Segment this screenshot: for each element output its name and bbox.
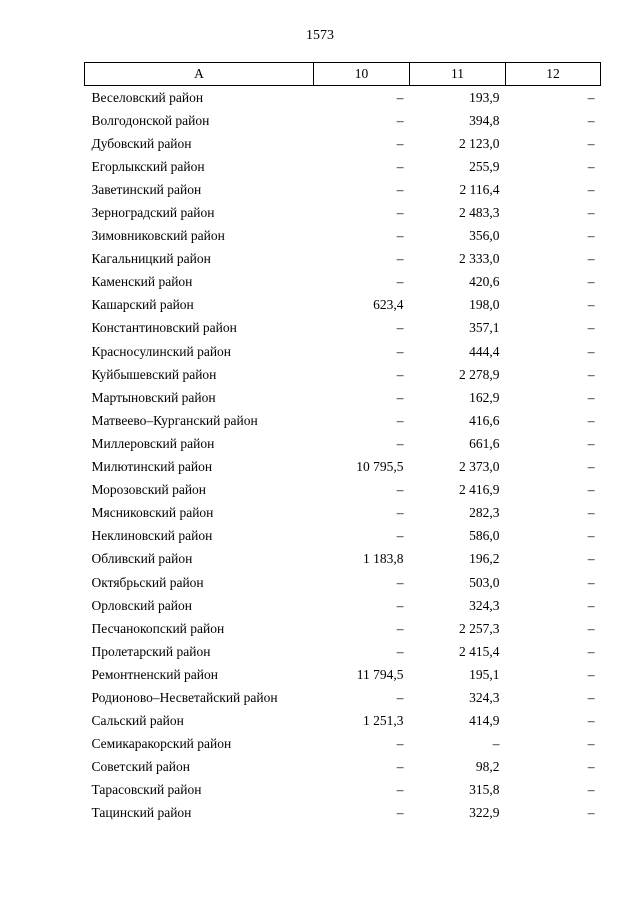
district-name-cell: Заветинский район	[91, 181, 202, 197]
column-11-cell: 2 278,9	[459, 366, 500, 382]
table-row	[85, 340, 601, 363]
table-row	[85, 571, 601, 594]
column-12-cell: –	[587, 782, 595, 798]
column-11-cell: 2 416,9	[459, 482, 500, 498]
column-11-cell: 2 415,4	[459, 643, 500, 659]
district-name-cell: Зерноградский район	[91, 205, 215, 221]
table-row	[85, 271, 601, 294]
column-12-cell: –	[587, 343, 595, 359]
column-12-cell: –	[587, 597, 595, 613]
table-row	[85, 201, 601, 224]
table-row	[85, 756, 601, 779]
column-10-cell: –	[396, 205, 404, 221]
table-row	[85, 594, 601, 617]
column-11-cell: 196,2	[469, 551, 500, 567]
column-11-cell: 416,6	[469, 412, 500, 428]
column-11-cell: 414,9	[469, 713, 500, 729]
district-name-cell: Октябрьский район	[91, 574, 204, 590]
column-11-cell: 2 123,0	[459, 135, 500, 151]
column-11-cell: 356,0	[469, 228, 500, 244]
column-12-cell: –	[587, 366, 595, 382]
column-10-cell: –	[396, 736, 404, 752]
column-10-cell: –	[396, 412, 404, 428]
column-10-cell: –	[396, 181, 404, 197]
district-name-cell: Пролетарский район	[91, 643, 211, 659]
column-12-cell: –	[587, 205, 595, 221]
column-10-cell: –	[396, 782, 404, 798]
table-row	[85, 663, 601, 686]
column-12-cell: –	[587, 135, 595, 151]
table-row	[85, 155, 601, 178]
column-12-cell: –	[587, 805, 595, 821]
column-12-cell: –	[587, 320, 595, 336]
column-11-cell: 444,4	[469, 343, 500, 359]
column-11-cell: 193,9	[469, 89, 500, 105]
district-name-cell: Сальский район	[91, 713, 184, 729]
district-name-cell: Тацинский район	[91, 805, 192, 821]
column-10-cell: 1 183,8	[363, 551, 404, 567]
column-10-cell: –	[396, 528, 404, 544]
district-name-cell: Константиновский район	[91, 320, 237, 336]
column-10-cell: –	[396, 389, 404, 405]
column-11-cell: 420,6	[469, 274, 500, 290]
column-11-cell: 98,2	[475, 759, 500, 775]
column-12-cell: –	[587, 412, 595, 428]
table-row	[85, 225, 601, 248]
column-12-cell: –	[587, 643, 595, 659]
column-10-cell: –	[396, 574, 404, 590]
column-10-cell: –	[396, 228, 404, 244]
district-name-cell: Милютинский район	[91, 459, 213, 475]
table-row	[85, 525, 601, 548]
table-row	[85, 432, 601, 455]
column-11-cell: 198,0	[469, 297, 500, 313]
table-row	[85, 502, 601, 525]
column-10-cell: –	[396, 435, 404, 451]
column-10-cell: –	[396, 597, 404, 613]
column-12-cell: –	[587, 459, 595, 475]
column-12-cell: –	[587, 551, 595, 567]
table-header-row	[85, 63, 601, 86]
district-name-cell: Неклиновский район	[91, 528, 213, 544]
table-row	[85, 456, 601, 479]
table-row	[85, 109, 601, 132]
column-12-cell: –	[587, 89, 595, 105]
column-12-cell: –	[587, 713, 595, 729]
column-10-cell: –	[396, 274, 404, 290]
column-11-cell: 2 373,0	[459, 459, 500, 475]
table-row	[85, 86, 601, 110]
district-name-cell: Орловский район	[91, 597, 192, 613]
column-11-cell: 661,6	[469, 435, 500, 451]
column-12-cell: –	[587, 251, 595, 267]
district-name-cell: Дубовский район	[91, 135, 192, 151]
column-10-cell: –	[396, 620, 404, 636]
column-11-cell: 586,0	[469, 528, 500, 544]
column-12-cell: –	[587, 574, 595, 590]
district-name-cell: Красносулинский район	[91, 343, 232, 359]
column-12-cell: –	[587, 158, 595, 174]
district-name-cell: Волгодонской район	[91, 112, 210, 128]
column-12-cell: –	[587, 482, 595, 498]
column-header-a: А	[85, 63, 314, 86]
district-name-cell: Советский район	[91, 759, 190, 775]
column-10-cell: –	[396, 366, 404, 382]
column-12-cell: –	[587, 528, 595, 544]
column-11-cell: 255,9	[469, 158, 500, 174]
district-name-cell: Кашарский район	[91, 297, 194, 313]
column-10-cell: 10 795,5	[356, 459, 404, 475]
district-name-cell: Ремонтненский район	[91, 666, 218, 682]
district-name-cell: Каменский район	[91, 274, 193, 290]
district-name-cell: Матвеево–Курганский район	[91, 412, 258, 428]
district-name-cell: Мясниковский район	[91, 505, 214, 521]
table-row	[85, 802, 601, 825]
column-12-cell: –	[587, 736, 595, 752]
column-12-cell: –	[587, 274, 595, 290]
column-11-cell: 195,1	[469, 666, 500, 682]
table-row	[85, 178, 601, 201]
column-10-cell: –	[396, 112, 404, 128]
district-name-cell: Зимовниковский район	[91, 228, 225, 244]
column-12-cell: –	[587, 112, 595, 128]
column-11-cell: 2 483,3	[459, 205, 500, 221]
column-11-cell: 324,3	[469, 597, 500, 613]
column-11-cell: 162,9	[469, 389, 500, 405]
column-12-cell: –	[587, 228, 595, 244]
table-row	[85, 686, 601, 709]
column-11-cell: –	[492, 736, 500, 752]
column-10-cell: –	[396, 158, 404, 174]
district-name-cell: Песчанокопский район	[91, 620, 225, 636]
column-10-cell: –	[396, 482, 404, 498]
column-10-cell: –	[396, 689, 404, 705]
column-12-cell: –	[587, 620, 595, 636]
table-row	[85, 479, 601, 502]
column-10-cell: –	[396, 89, 404, 105]
column-12-cell: –	[587, 435, 595, 451]
table-row	[85, 733, 601, 756]
column-header-12: 12	[506, 63, 601, 86]
column-12-cell: –	[587, 759, 595, 775]
table-row	[85, 386, 601, 409]
district-name-cell: Веселовский район	[91, 89, 204, 105]
district-name-cell: Кагальницкий район	[91, 251, 211, 267]
column-header-11: 11	[410, 63, 506, 86]
table-row	[85, 617, 601, 640]
district-name-cell: Морозовский район	[91, 482, 207, 498]
column-11-cell: 357,1	[469, 320, 500, 336]
column-10-cell: –	[396, 343, 404, 359]
page-number: 1573	[306, 28, 334, 43]
column-11-cell: 282,3	[469, 505, 500, 521]
table-row	[85, 363, 601, 386]
district-name-cell: Тарасовский район	[91, 782, 202, 798]
column-11-cell: 2 333,0	[459, 251, 500, 267]
column-11-cell: 322,9	[469, 805, 500, 821]
column-12-cell: –	[587, 666, 595, 682]
table-row	[85, 779, 601, 802]
column-10-cell: –	[396, 135, 404, 151]
table-row	[85, 317, 601, 340]
table-row	[85, 132, 601, 155]
district-name-cell: Родионово–Несветайский район	[91, 689, 278, 705]
column-11-cell: 315,8	[469, 782, 500, 798]
column-12-cell: –	[587, 297, 595, 313]
column-12-cell: –	[587, 181, 595, 197]
district-name-cell: Обливский район	[91, 551, 193, 567]
column-10-cell: –	[396, 505, 404, 521]
column-11-cell: 2 116,4	[459, 181, 500, 197]
column-10-cell: 1 251,3	[363, 713, 404, 729]
district-name-cell: Егорлыкский район	[91, 158, 205, 174]
table-row	[85, 640, 601, 663]
table-row	[85, 548, 601, 571]
column-12-cell: –	[587, 689, 595, 705]
district-name-cell: Семикаракорский район	[91, 736, 232, 752]
column-10-cell: 623,4	[373, 297, 404, 313]
column-11-cell: 503,0	[469, 574, 500, 590]
table-row	[85, 248, 601, 271]
table-row	[85, 409, 601, 432]
district-name-cell: Куйбышевский район	[91, 366, 217, 382]
column-10-cell: –	[396, 251, 404, 267]
column-10-cell: –	[396, 643, 404, 659]
district-name-cell: Миллеровский район	[91, 435, 215, 451]
column-10-cell: –	[396, 805, 404, 821]
table-row	[85, 294, 601, 317]
column-10-cell: –	[396, 320, 404, 336]
column-10-cell: –	[396, 759, 404, 775]
district-name-cell: Мартыновский район	[91, 389, 216, 405]
data-table	[84, 62, 601, 825]
column-12-cell: –	[587, 505, 595, 521]
column-11-cell: 394,8	[469, 112, 500, 128]
column-11-cell: 324,3	[469, 689, 500, 705]
column-10-cell: 11 794,5	[356, 666, 404, 682]
table-row	[85, 710, 601, 733]
column-11-cell: 2 257,3	[459, 620, 500, 636]
column-12-cell: –	[587, 389, 595, 405]
table-body	[85, 86, 601, 826]
column-header-10: 10	[314, 63, 410, 86]
